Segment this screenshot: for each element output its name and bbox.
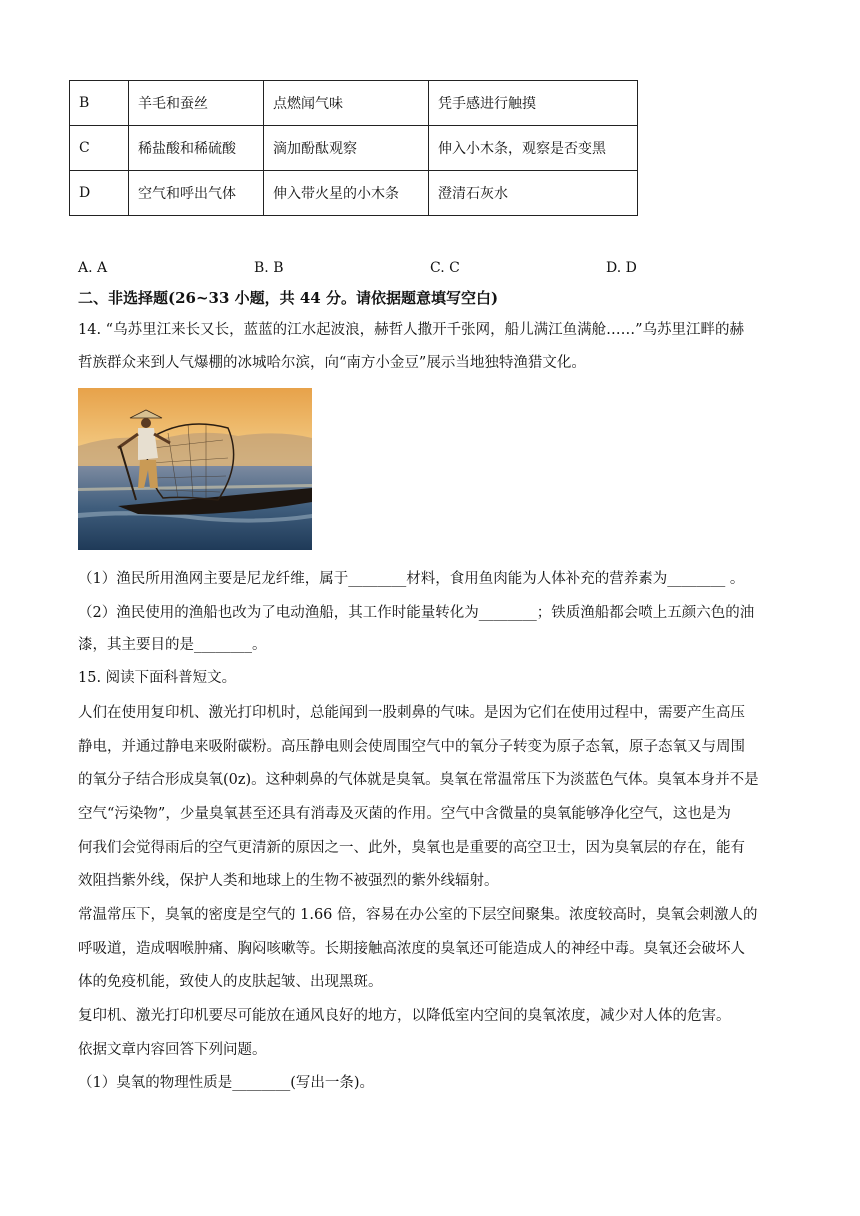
q15-para2-line: 呼吸道，造成咽喉肿痛、胸闷咳嗽等。长期接触高浓度的臭氧还可能造成人的神经中毒。臭氧还会破坏人 xyxy=(78,941,745,957)
table-row xyxy=(70,81,638,126)
q15-title: 15. 阅读下面科普短文。 xyxy=(78,670,237,686)
q14-sub-2-line-1: （2）渔民使用的渔船也改为了电动渔船，其工作时能量转化为________；铁质渔船都会喷上五颜六色的油 xyxy=(78,605,755,621)
row-method-1: 伸入带火星的小木条 xyxy=(264,171,429,216)
q15-para1-line: 效阻挡紫外线，保护人类和地球上的生物不被强烈的紫外线辐射。 xyxy=(78,873,499,889)
row-label: C xyxy=(70,126,129,171)
row-method-2: 澄清石灰水 xyxy=(429,171,638,216)
choice-b[interactable]: B. B xyxy=(254,260,284,276)
choice-a[interactable]: A. A xyxy=(78,260,108,276)
row-method-1: 滴加酚酞观察 xyxy=(264,126,429,171)
q15-para2-line: 体的免疫机能，致使人的皮肤起皱、出现黑斑。 xyxy=(78,974,383,990)
q15-para1-line: 何我们会觉得雨后的空气更清新的原因之一、此外，臭氧也是重要的高空卫士，因为臭氧层的存在，能有 xyxy=(78,840,745,856)
q15-para1-line: 静电，并通过静电来吸附碳粉。高压静电则会使周围空气中的氧分子转变为原子态氧，原子态氧又与周围 xyxy=(78,739,745,755)
q14-sub-1: （1）渔民所用渔网主要是尼龙纤维，属于________材料，食用鱼肉能为人体补充的营养素为________ 。 xyxy=(78,571,745,587)
q15-para1-line: 人们在使用复印机、激光打印机时，总能闻到一股刺鼻的气味。是因为它们在使用过程中，需要产生高压 xyxy=(78,705,745,721)
answer-choices xyxy=(0,260,860,280)
q15-sub-1: （1）臭氧的物理性质是________(写出一条)。 xyxy=(78,1075,375,1091)
q15-para2-line: 常温常压下，臭氧的密度是空气的 1.66 倍，容易在办公室的下层空间聚集。浓度较高时，臭氧会刺激人的 xyxy=(78,907,758,923)
choice-d[interactable]: D. D xyxy=(606,260,637,276)
q15-para3: 复印机、激光打印机要尽可能放在通风良好的地方，以降低室内空间的臭氧浓度，减少对人体的危害。 xyxy=(78,1008,731,1024)
table-row xyxy=(70,126,638,171)
q14-sub-2-line-2: 漆，其主要目的是________。 xyxy=(78,637,267,653)
fisherman-photo xyxy=(78,388,312,550)
q15-para1-line: 的氧分子结合形成臭氧(0z)。这种刺鼻的气体就是臭氧。臭氧在常温常压下为淡蓝色气体。臭氧本身并不是 xyxy=(78,772,759,788)
row-items: 空气和呼出气体 xyxy=(129,171,264,216)
q15-prompt: 依据文章内容回答下列问题。 xyxy=(78,1042,267,1058)
table-row xyxy=(70,171,638,216)
section-title: 二、非选择题(26~33 小题，共 44 分。请依据题意填写空白) xyxy=(78,289,499,307)
q14-stem-line-2: 哲族群众来到人气爆棚的冰城哈尔滨，向“南方小金豆”展示当地独特渔猎文化。 xyxy=(78,355,586,371)
row-label: B xyxy=(70,81,129,126)
row-label: D xyxy=(70,171,129,216)
choice-c[interactable]: C. C xyxy=(430,260,460,276)
q14-stem-line-1: 14. “乌苏里江来长又长，蓝蓝的江水起波浪，赫哲人撒开千张网，船儿满江鱼满舱……”乌苏里江畔的赫 xyxy=(78,322,744,338)
q15-para1-line: 空气“污染物”，少量臭氧甚至还具有消毒及灭菌的作用。空气中含微量的臭氧能够净化空气，这也是为 xyxy=(78,806,731,822)
options-table xyxy=(69,80,638,216)
row-items: 羊毛和蚕丝 xyxy=(129,81,264,126)
row-items: 稀盐酸和稀硫酸 xyxy=(129,126,264,171)
row-method-1: 点燃闻气味 xyxy=(264,81,429,126)
row-method-2: 凭手感进行触摸 xyxy=(429,81,638,126)
row-method-2: 伸入小木条，观察是否变黑 xyxy=(429,126,638,171)
